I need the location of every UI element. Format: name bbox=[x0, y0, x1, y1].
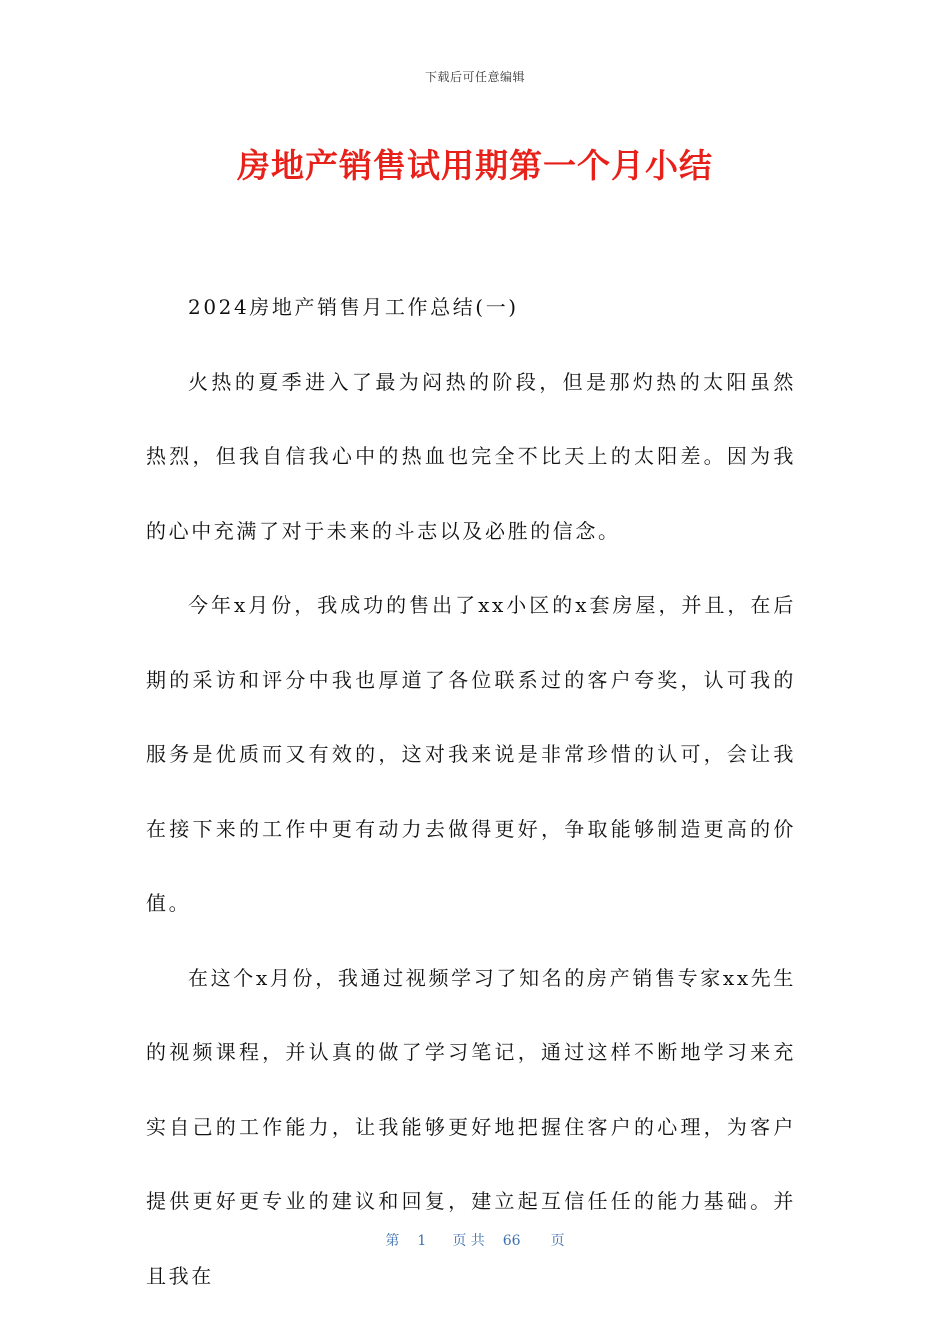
paragraph: 在这个x月份，我通过视频学习了知名的房产销售专家xx先生的视频课程，并认真的做了学习笔记，通过这样不断地学习来充实自己的工作能力，让我能够更好地把握住客户的心理，为客户提供更好更专业的建议和回复，建立起互信任任的能力基础。并且我在 bbox=[146, 965, 796, 1288]
document-body bbox=[146, 270, 796, 1313]
total-pages-number: 66 bbox=[502, 1233, 521, 1249]
page-label-mid: 页 共 bbox=[452, 1233, 485, 1249]
header-note: 下载后可任意编辑 bbox=[424, 70, 525, 84]
document-title: 房地产销售试用期第一个月小结 bbox=[237, 146, 713, 185]
current-page-number: 1 bbox=[417, 1233, 427, 1249]
paragraph: 今年x月份，我成功的售出了xx小区的x套房屋，并且，在后期的采访和评分中我也厚道了各位联系过的客户夸奖，认可我的服务是优质而又有效的，这对我来说是非常珍惜的认可，会让我在接下来的工作中更有动力去做得更好，争取能够制造更高的价值。 bbox=[146, 593, 796, 915]
page-label-prefix: 第 bbox=[385, 1233, 400, 1249]
paragraph: 火热的夏季进入了最为闷热的阶段，但是那灼热的太阳虽然热烈，但我自信我心中的热血也完全不比天上的太阳差。因为我的心中充满了对于未来的斗志以及必胜的信念。 bbox=[146, 369, 796, 543]
paragraph-subtitle: 2024房地产销售月工作总结(一) bbox=[188, 295, 519, 319]
page-label-suffix: 页 bbox=[550, 1233, 565, 1249]
page-footer bbox=[0, 1230, 950, 1250]
